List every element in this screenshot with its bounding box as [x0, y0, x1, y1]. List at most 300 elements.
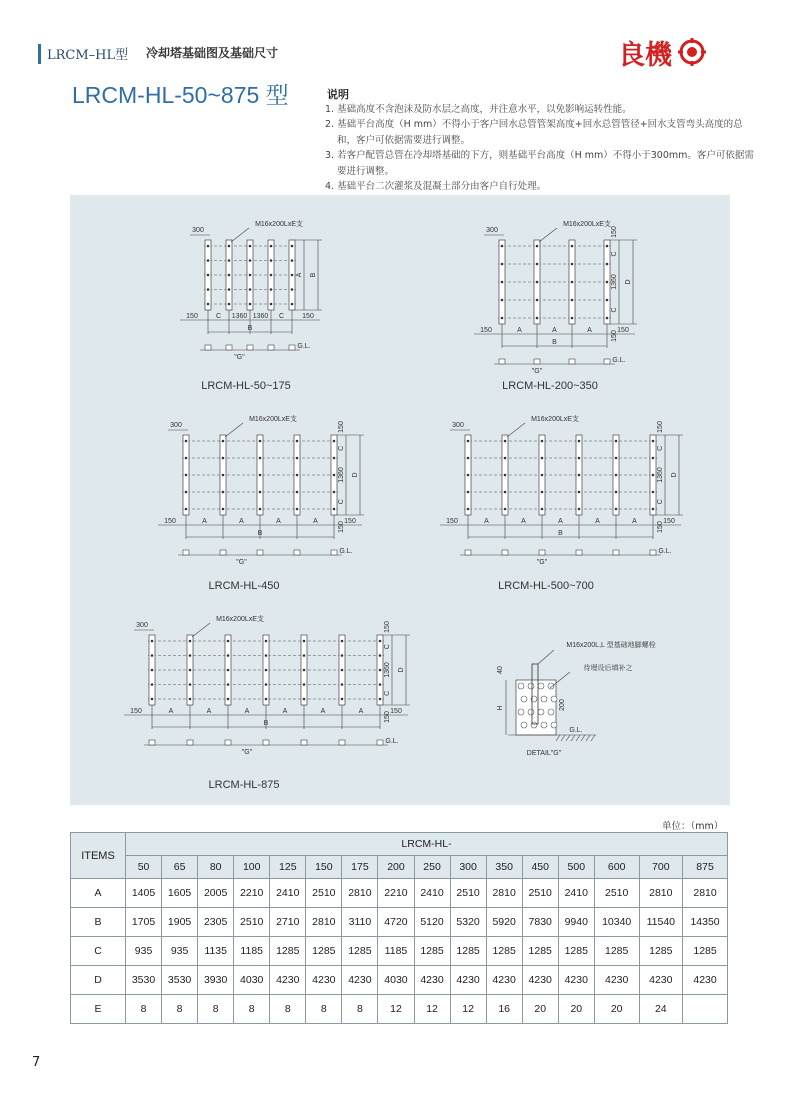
anchor-bolt	[151, 654, 154, 657]
table-cell: 4230	[450, 966, 486, 995]
notes-heading: 说明	[327, 88, 349, 101]
table-cell: 1285	[683, 937, 728, 966]
dimension-label: A	[276, 518, 281, 525]
table-cell: 2810	[342, 879, 378, 908]
dimension-table	[70, 832, 728, 1024]
bolt-label: M16x200LxE支	[216, 616, 264, 623]
table-cell: 2410	[558, 879, 594, 908]
dimension-150: 150	[302, 313, 314, 320]
ground-level-label: G.L.	[658, 548, 672, 555]
detail-marker: "G"	[531, 368, 543, 375]
model-column-header: 125	[270, 856, 306, 879]
row-label: E	[71, 995, 126, 1024]
ground-hatch	[561, 735, 565, 741]
anchor-bolt	[259, 491, 262, 494]
anchor-bolt	[606, 317, 609, 320]
dimension-letter-d: D	[352, 472, 359, 478]
table-cell: 2810	[306, 908, 342, 937]
dimension-150: 150	[657, 521, 664, 533]
elevation-beam	[263, 740, 269, 745]
anchor-bolt	[259, 457, 262, 460]
elevation-beam	[301, 740, 307, 745]
dimension-150: 150	[186, 313, 198, 320]
aggregate-stone	[541, 696, 547, 702]
anchor-bolt	[296, 508, 299, 511]
table-cell: 14350	[683, 908, 728, 937]
anchor-bolt	[249, 274, 252, 277]
anchor-bolt	[652, 491, 655, 494]
dimension-150: 150	[338, 421, 345, 433]
anchor-bolt	[571, 299, 574, 302]
table-cell: 1405	[126, 879, 162, 908]
fill-note: 待埋设后填补之	[583, 665, 633, 672]
anchor-bolt	[207, 274, 210, 277]
dimension-label: A	[239, 518, 244, 525]
anchor-bolt	[291, 274, 294, 277]
anchor-bolt	[222, 457, 225, 460]
brand-emblem-icon	[678, 38, 706, 66]
dimension-label: A	[521, 518, 526, 525]
table-cell: 4230	[558, 966, 594, 995]
anchor-bolt	[504, 474, 507, 477]
elevation-beam	[502, 550, 508, 555]
anchor-bolt	[265, 698, 268, 701]
table-cell: 5320	[450, 908, 486, 937]
anchor-bolt	[291, 303, 294, 306]
anchor-bolt	[504, 491, 507, 494]
dimension-letter-b: B	[558, 530, 563, 537]
anchor-bolt	[341, 698, 344, 701]
anchor-bolt	[341, 640, 344, 643]
detail-marker: "G"	[536, 559, 548, 566]
dimension-150: 150	[611, 330, 618, 342]
anchor-bolt	[249, 288, 252, 291]
anchor-bolt	[228, 303, 231, 306]
table-cell: 4030	[234, 966, 270, 995]
bolt-leader-line	[538, 650, 554, 664]
anchor-bolt	[615, 457, 618, 460]
dimension-label: A	[595, 518, 600, 525]
model-column-header: 80	[198, 856, 234, 879]
dimension-label: A	[558, 518, 563, 525]
table-cell: 4230	[594, 966, 639, 995]
anchor-bolt	[207, 288, 210, 291]
anchor-bolt	[270, 259, 273, 262]
dimension-label: C	[384, 690, 391, 696]
dimension-label: 1360	[657, 467, 664, 483]
anchor-bolt	[265, 654, 268, 657]
dimension-label: C	[384, 644, 391, 650]
ground-hatch	[576, 735, 580, 741]
anchor-bolt	[578, 491, 581, 494]
anchor-bolt	[467, 508, 470, 511]
anchor-bolt	[578, 457, 581, 460]
elevation-beam	[205, 345, 211, 350]
table-cell: 4230	[306, 966, 342, 995]
anchor-bolt	[189, 698, 192, 701]
anchor-bolt	[227, 654, 230, 657]
bolt-label: M16x200LxE支	[255, 221, 303, 228]
anchor-bolt	[270, 288, 273, 291]
bolt-label: M16x200L,L 型基础地脚螺栓	[566, 642, 656, 649]
dimension-label: C	[657, 499, 664, 505]
table-cell: 8	[342, 995, 378, 1024]
anchor-bolt	[606, 299, 609, 302]
dimension-label: A	[517, 327, 522, 334]
anchor-bolt	[228, 259, 231, 262]
dimension-200: 200	[559, 699, 566, 711]
anchor-bolt	[379, 669, 382, 672]
model-column-header: 300	[450, 856, 486, 879]
dimension-150: 150	[338, 521, 345, 533]
dimension-150: 150	[164, 518, 176, 525]
anchor-bolt	[207, 303, 210, 306]
table-cell: 1285	[558, 937, 594, 966]
header-accent-bar	[38, 44, 41, 64]
anchor-bolt	[291, 259, 294, 262]
anchor-bolt	[296, 457, 299, 460]
anchor-bolt	[467, 474, 470, 477]
anchor-bolt	[571, 263, 574, 266]
table-cell: 8	[306, 995, 342, 1024]
aggregate-stone	[528, 683, 534, 689]
table-cell: 2810	[486, 879, 522, 908]
model-column-header: 875	[683, 856, 728, 879]
table-cell: 3930	[198, 966, 234, 995]
elevation-beam	[331, 550, 337, 555]
table-row	[71, 908, 728, 937]
model-column-header: 250	[414, 856, 450, 879]
dimension-label: A	[484, 518, 489, 525]
anchor-bolt	[222, 440, 225, 443]
dimension-label: 1360	[252, 313, 269, 320]
anchor-bolt	[541, 474, 544, 477]
table-cell: 4230	[414, 966, 450, 995]
anchor-bolt	[571, 317, 574, 320]
dimension-150: 150	[130, 708, 142, 715]
table-cell: 8	[162, 995, 198, 1024]
table-cell	[683, 995, 728, 1024]
anchor-bolt	[270, 303, 273, 306]
table-cell: 7830	[522, 908, 558, 937]
foundation-drawings-panel	[70, 195, 730, 805]
dimension-150: 150	[384, 711, 391, 723]
dimension-150: 150	[480, 327, 492, 334]
dimension-label: A	[244, 708, 250, 715]
anchor-bolt	[189, 669, 192, 672]
ground-hatch	[586, 735, 590, 741]
aggregate-stone	[551, 696, 557, 702]
dimension-label: C	[338, 445, 345, 451]
elevation-beam	[149, 740, 155, 745]
dimension-300: 300	[136, 622, 148, 629]
table-cell: 2710	[270, 908, 306, 937]
anchor-bolt	[501, 317, 504, 320]
table-row	[71, 937, 728, 966]
table-cell: 1905	[162, 908, 198, 937]
elevation-beam	[257, 550, 263, 555]
bolt-leader-line	[231, 228, 249, 242]
table-cell: 2510	[450, 879, 486, 908]
dimension-letter-h: H	[497, 705, 504, 711]
table-cell: 2510	[522, 879, 558, 908]
anchor-bolt	[259, 474, 262, 477]
model-column-header: 500	[558, 856, 594, 879]
table-cell: 4230	[683, 966, 728, 995]
dimension-letter-d: D	[671, 472, 678, 478]
brand-logo	[618, 34, 706, 70]
drawing-caption: LRCM-HL-500~700	[498, 580, 594, 592]
elevation-beam	[377, 740, 383, 745]
model-column-header: 200	[378, 856, 414, 879]
table-cell: 2510	[234, 908, 270, 937]
anchor-bolt	[291, 245, 294, 248]
anchor-bolt	[501, 299, 504, 302]
anchor-bolt	[189, 640, 192, 643]
table-cell: 12	[378, 995, 414, 1024]
table-cell: 4720	[378, 908, 414, 937]
dimension-label: A	[358, 708, 364, 715]
aggregate-stone	[528, 709, 534, 715]
aggregate-stone	[521, 722, 527, 728]
table-cell: 5920	[486, 908, 522, 937]
anchor-bolt	[265, 669, 268, 672]
table-cell: 3110	[342, 908, 378, 937]
elevation-beam	[613, 550, 619, 555]
anchor-bolt	[467, 491, 470, 494]
table-cell: 1285	[450, 937, 486, 966]
table-cell: 4230	[639, 966, 683, 995]
model-column-header: 600	[594, 856, 639, 879]
aggregate-stone	[541, 722, 547, 728]
dimension-label: 1360	[384, 662, 391, 678]
detail-marker: "G"	[241, 749, 253, 756]
anchor-bolt	[185, 491, 188, 494]
elevation-beam	[604, 359, 610, 364]
elevation-beam	[187, 740, 193, 745]
page-number: 7	[32, 1055, 41, 1070]
detail-caption: DETAIL"G"	[526, 750, 562, 757]
anchor-bolt	[222, 508, 225, 511]
table-cell: 1285	[342, 937, 378, 966]
table-cell: 2410	[414, 879, 450, 908]
dimension-label: 1360	[338, 467, 345, 483]
table-cell: 20	[522, 995, 558, 1024]
table-cell: 2210	[234, 879, 270, 908]
table-cell: 1705	[126, 908, 162, 937]
elevation-beam	[650, 550, 656, 555]
table-cell: 9940	[558, 908, 594, 937]
table-cell: 2410	[270, 879, 306, 908]
note-item: 3. 若客户配管总管在冷却塔基础的下方，则基础平台高度（H mm）不得小于300mm。客户可依据需要进行调整。	[325, 150, 754, 177]
anchor-bolt	[185, 508, 188, 511]
elevation-beam	[576, 550, 582, 555]
anchor-bolt	[227, 683, 230, 686]
dimension-label: 1360	[611, 274, 618, 290]
brand-text: 良機	[618, 39, 672, 71]
anchor-bolt	[536, 263, 539, 266]
dimension-letter-b: B	[552, 339, 557, 346]
anchor-bolt	[227, 640, 230, 643]
anchor-bolt	[571, 281, 574, 284]
table-cell: 2510	[306, 879, 342, 908]
anchor-bolt	[578, 508, 581, 511]
page-title: LRCM-HL-50~875 型	[72, 82, 289, 108]
table-cell: 1285	[594, 937, 639, 966]
note-item: 4. 基础平台二次灌浆及混凝土部分由客户自行处理。	[325, 181, 547, 193]
table-cell: 12	[450, 995, 486, 1024]
notes-list	[325, 102, 755, 194]
anchor-bolt	[606, 263, 609, 266]
elevation-beam	[499, 359, 505, 364]
table-cell: 4230	[270, 966, 306, 995]
dimension-300: 300	[486, 227, 498, 234]
anchor-bolt	[467, 440, 470, 443]
model-column-header: 700	[639, 856, 683, 879]
bolt-leader-line	[225, 423, 243, 437]
elevation-beam	[247, 345, 253, 350]
ground-hatch	[581, 735, 585, 741]
table-cell: 2810	[683, 879, 728, 908]
model-column-header: 450	[522, 856, 558, 879]
drawing-caption: LRCM-HL-200~350	[502, 380, 598, 392]
model-column-header: 50	[126, 856, 162, 879]
anchor-bolt	[333, 508, 336, 511]
anchor-bolt	[270, 274, 273, 277]
elevation-beam	[289, 345, 295, 350]
dimension-label: 1360	[231, 313, 248, 320]
anchor-bolt	[296, 440, 299, 443]
dimension-label: A	[552, 327, 557, 334]
detail-marker: "G"	[236, 559, 247, 566]
ground-hatch	[566, 735, 570, 741]
anchor-bolt	[291, 288, 294, 291]
table-cell: 3530	[162, 966, 198, 995]
table-cell: 11540	[639, 908, 683, 937]
elevation-beam	[294, 550, 300, 555]
elevation-beam	[268, 345, 274, 350]
anchor-bolt	[501, 245, 504, 248]
dimension-letter-a: A	[296, 272, 303, 278]
dimension-label: A	[168, 708, 174, 715]
elevation-beam	[183, 550, 189, 555]
table-cell: 935	[126, 937, 162, 966]
table-cell: 1135	[198, 937, 234, 966]
aggregate-stone	[548, 709, 554, 715]
anchor-bolt	[379, 683, 382, 686]
dimension-letter-d: D	[625, 279, 632, 285]
table-cell: 2510	[594, 879, 639, 908]
table-cell: 5120	[414, 908, 450, 937]
dimension-label: C	[338, 499, 345, 505]
anchor-bolt	[379, 654, 382, 657]
anchor-bolt	[222, 491, 225, 494]
table-cell: 935	[162, 937, 198, 966]
dimension-label: C	[611, 251, 618, 257]
aggregate-stone	[548, 683, 554, 689]
drawing-caption: LRCM-HL-450	[208, 580, 280, 592]
anchor-bolt	[303, 654, 306, 657]
anchor-bolt	[467, 457, 470, 460]
note-item: 1. 基础高度不含泡沫及防水层之高度，并注意水平，以免影响运转性能。	[325, 104, 632, 115]
anchor-bolt	[541, 440, 544, 443]
ground-level-label: G.L.	[339, 548, 353, 555]
unit-label: 单位：（mm）	[662, 821, 724, 832]
bolt-label: M16x200LxE支	[531, 416, 579, 423]
elevation-beam	[465, 550, 471, 555]
table-cell: 4230	[522, 966, 558, 995]
anchor-bolt	[504, 508, 507, 511]
note-item: 2. 基础平台高度（H mm）不得小于客户回水总管管架高度+回水总管管径+回水支管弯头高度的总和，客户可依据需要进行调整。	[325, 119, 743, 146]
elevation-beam	[226, 345, 232, 350]
table-cell: 1285	[270, 937, 306, 966]
anchor-bolt	[151, 640, 154, 643]
dimension-300: 300	[452, 422, 464, 429]
dimension-letter-b: B	[257, 530, 263, 537]
anchor-bolt	[265, 683, 268, 686]
table-row	[71, 879, 728, 908]
anchor-bolt	[303, 669, 306, 672]
dimension-letter-d: D	[398, 667, 405, 673]
table-cell: 1185	[378, 937, 414, 966]
table-cell: 12	[414, 995, 450, 1024]
table-cell: 8	[126, 995, 162, 1024]
dimension-150: 150	[657, 421, 664, 433]
anchor-bolt	[504, 440, 507, 443]
anchor-bolt	[541, 491, 544, 494]
anchor-bolt	[265, 640, 268, 643]
dimension-150: 150	[617, 327, 629, 334]
table-cell: 20	[558, 995, 594, 1024]
anchor-bolt	[606, 281, 609, 284]
dimension-150: 150	[390, 708, 402, 715]
table-row	[71, 966, 728, 995]
anchor-bolt	[296, 474, 299, 477]
table-cell: 1285	[486, 937, 522, 966]
anchor-bolt	[151, 669, 154, 672]
ground-level-label: G.L.	[385, 738, 399, 745]
aggregate-stone	[551, 722, 557, 728]
bolt-leader-line	[192, 623, 210, 637]
items-header: ITEMS	[71, 833, 126, 879]
dimension-300: 300	[170, 422, 182, 429]
bolt-leader-line	[507, 423, 525, 437]
anchor-bolt	[270, 245, 273, 248]
dimension-letter-b: B	[247, 325, 253, 332]
table-cell: 2005	[198, 879, 234, 908]
detail-marker: "G"	[234, 354, 245, 361]
ground-level-label: G.L.	[612, 357, 626, 364]
anchor-bolt	[578, 474, 581, 477]
dimension-300: 300	[192, 227, 204, 234]
dimension-150: 150	[384, 621, 391, 633]
anchor-bolt	[296, 491, 299, 494]
anchor-bolt	[249, 259, 252, 262]
elevation-beam	[539, 550, 545, 555]
dimension-label: A	[632, 518, 637, 525]
dimension-letter-b: B	[310, 272, 317, 278]
anchor-bolt	[541, 508, 544, 511]
anchor-bolt	[333, 440, 336, 443]
bolt-label: M16x200LxE支	[249, 416, 297, 423]
anchor-bolt	[151, 683, 154, 686]
table-cell: 2210	[378, 879, 414, 908]
anchor-bolt	[615, 508, 618, 511]
anchor-bolt	[606, 245, 609, 248]
table-row	[71, 995, 728, 1024]
dimension-label: C	[657, 445, 664, 451]
dimension-label: A	[206, 708, 212, 715]
